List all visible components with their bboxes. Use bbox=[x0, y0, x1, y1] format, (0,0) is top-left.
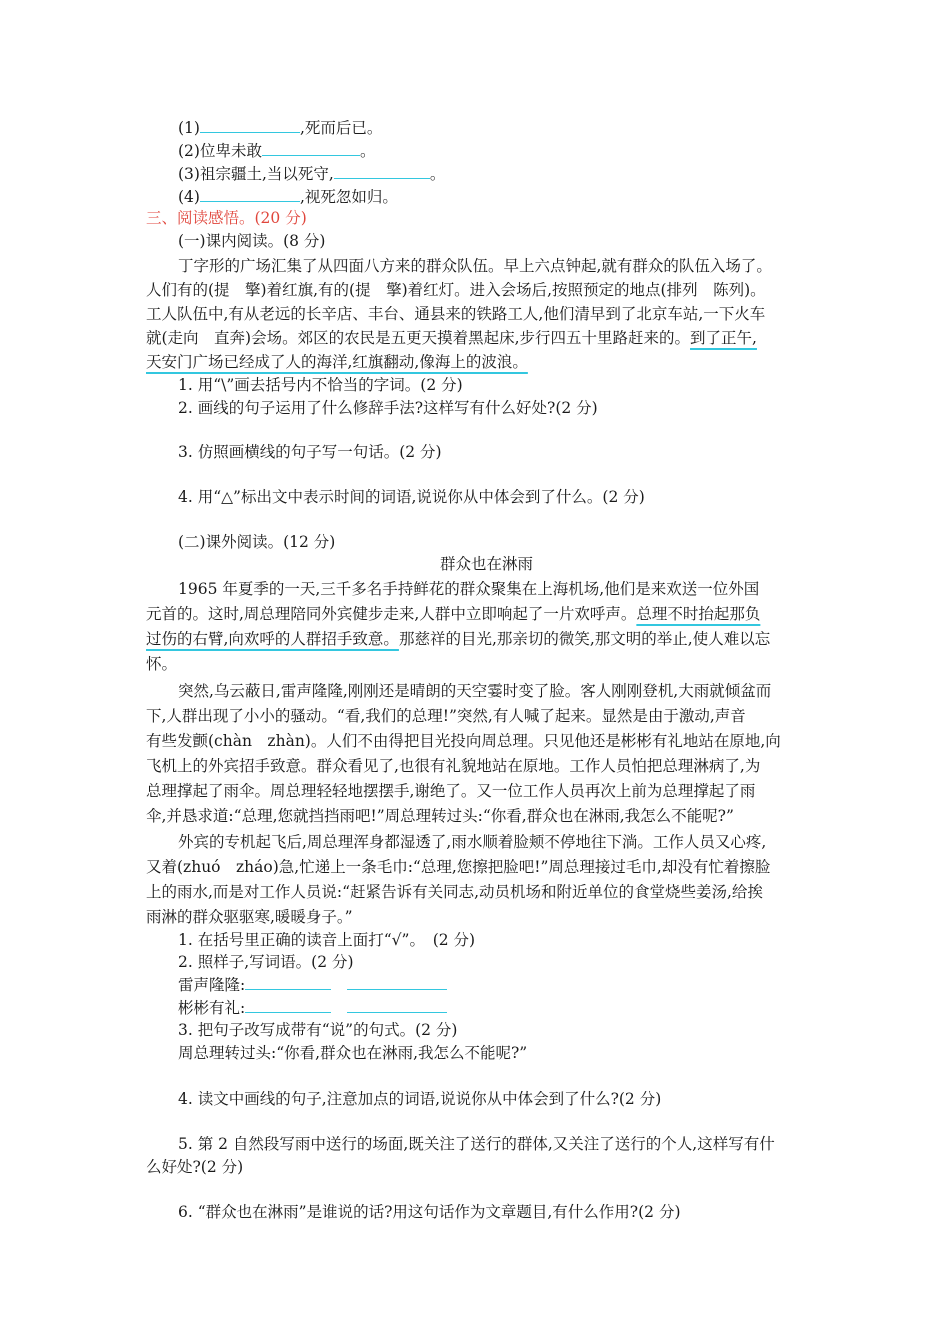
part2-question-2: 2. 照样子,写词语。(2 分) bbox=[178, 953, 354, 971]
fill-in-line-2 bbox=[178, 140, 375, 162]
part1-para-line: 人们有的(提 擎)着红旗,有的(提 擎)着红灯。进入会场后,按照预定的地点(排列 陈列)。 bbox=[146, 281, 766, 299]
para-text: 元首的。这时,周总理陪同外宾健步走来,人群中立即响起了一片欢呼声。 bbox=[146, 605, 637, 623]
part2-question-1: 1. 在括号里正确的读音上面打“√”。 (2 分) bbox=[178, 931, 476, 949]
part1-question-2: 2. 画线的句子运用了什么修辞手法?这样写有什么好处?(2 分) bbox=[178, 399, 598, 417]
answer-blank[interactable] bbox=[245, 997, 331, 1013]
line-number: (1) bbox=[178, 119, 200, 137]
part1-para-line bbox=[146, 327, 757, 349]
answer-blank[interactable] bbox=[200, 186, 300, 202]
example-word: 雷声隆隆: bbox=[178, 976, 246, 994]
line-end: 。 bbox=[429, 165, 446, 183]
underlined-sentence: 天安门广场已经成了人的海洋,红旗翻动,像海上的波浪。 bbox=[146, 353, 528, 371]
part1-question-4: 4. 用“△”标出文中表示时间的词语,说说你从中体会到了什么。(2 分) bbox=[178, 488, 645, 506]
part2-para-line: 伞,并恳求道:“总理,您就挡挡雨吧!”周总理转过头:“你看,群众也在淋雨,我怎么不能呢?” bbox=[146, 807, 734, 825]
part2-para-line: 下,人群出现了小小的骚动。“看,我们的总理!”突然,有人喊了起来。显然是由于激动,声音 bbox=[146, 707, 746, 725]
part1-para-line: 丁字形的广场汇集了从四面八方来的群众队伍。早上六点钟起,就有群众的队伍入场了。 bbox=[178, 257, 772, 275]
part2-question-5: 5. 第 2 自然段写雨中送行的场面,既关注了送行的群体,又关注了送行的个人,这样写有什 bbox=[178, 1135, 775, 1153]
word-example-1 bbox=[178, 974, 447, 996]
part2-para-line: 有些发颤(chàn zhàn)。人们不由得把目光投向周总理。只见他还是彬彬有礼地站在原地,向 bbox=[146, 732, 781, 750]
part2-para-line: 突然,乌云蔽日,雷声隆隆,刚刚还是晴朗的天空霎时变了脸。客人刚刚登机,大雨就倾盆而 bbox=[178, 682, 772, 700]
line-text: ,死而后已。 bbox=[299, 119, 383, 137]
part2-para-line: 又着(zhuó zháo)急,忙递上一条毛巾:“总理,您擦把脸吧!”周总理接过毛巾,却没有忙着擦脸 bbox=[146, 858, 771, 876]
fill-in-line-1 bbox=[178, 117, 382, 139]
section-title: 三、阅读感悟。(20 分) bbox=[146, 209, 307, 227]
line-text: ,视死忽如归。 bbox=[299, 188, 398, 206]
answer-blank[interactable] bbox=[347, 997, 447, 1013]
part2-para-line bbox=[146, 628, 770, 650]
para-text: 那慈祥的目光,那亲切的微笑,那文明的举止,使人难以忘 bbox=[398, 630, 771, 648]
line-text: (3)祖宗疆土,当以死守, bbox=[178, 165, 334, 183]
part1-question-1: 1. 用“\”画去括号内不恰当的字词。(2 分) bbox=[178, 376, 463, 394]
line-number: (4) bbox=[178, 188, 200, 206]
part2-question-6: 6. “群众也在淋雨”是谁说的话?用这句话作为文章题目,有什么作用?(2 分) bbox=[178, 1203, 681, 1221]
answer-blank[interactable] bbox=[245, 974, 331, 990]
answer-blank[interactable] bbox=[200, 117, 300, 133]
line-end: 。 bbox=[359, 142, 376, 160]
answer-blank[interactable] bbox=[262, 140, 360, 156]
part2-para-line: 上的雨水,而是对工作人员说:“赶紧告诉有关同志,动员机场和附近单位的食堂烧些姜汤,给挨 bbox=[146, 883, 763, 901]
answer-blank[interactable] bbox=[334, 163, 430, 179]
part2-para-line: 雨淋的群众驱驱寒,暖暖身子。” bbox=[146, 908, 353, 926]
fill-in-line-4 bbox=[178, 186, 398, 208]
underlined-sentence: 过伤的右臂,向欢呼的人群招手致意。 bbox=[146, 630, 399, 648]
part2-para-line: 飞机上的外宾招手致意。群众看见了,也很有礼貌地站在原地。工作人员怕把总理淋病了,为 bbox=[146, 757, 761, 775]
passage-title: 群众也在淋雨 bbox=[440, 555, 534, 573]
question-3-sentence: 周总理转过头:“你看,群众也在淋雨,我怎么不能呢?” bbox=[178, 1044, 528, 1062]
para-text: 就(走向 直奔)会场。郊区的农民是五更天摸着黑起床,步行四五十里路赶来的。 bbox=[146, 329, 691, 347]
fill-in-line-3 bbox=[178, 163, 445, 185]
part1-para-line bbox=[146, 351, 528, 373]
part1-question-3: 3. 仿照画横线的句子写一句话。(2 分) bbox=[178, 443, 442, 461]
answer-blank[interactable] bbox=[347, 974, 447, 990]
underlined-sentence: 到了正午, bbox=[690, 329, 757, 347]
part2-para-line: 怀。 bbox=[146, 655, 178, 673]
part2-question-5-cont: 么好处?(2 分) bbox=[146, 1158, 244, 1176]
part2-para-line: 外宾的专机起飞后,周总理浑身都湿透了,雨水顺着脸颊不停地往下淌。工作人员又心疼, bbox=[178, 833, 767, 851]
part2-para-line bbox=[146, 603, 760, 625]
part2-heading: (二)课外阅读。(12 分) bbox=[178, 533, 336, 551]
part2-para-line: 1965 年夏季的一天,三千多名手持鲜花的群众聚集在上海机场,他们是来欢送一位外国 bbox=[178, 580, 760, 598]
part2-question-3: 3. 把句子改写成带有“说”的句式。(2 分) bbox=[178, 1021, 458, 1039]
part1-para-line: 工人队伍中,有从老远的长辛店、丰台、通县来的铁路工人,他们清早到了北京车站,一下火车 bbox=[146, 305, 766, 323]
underlined-sentence: 总理不时抬起那负 bbox=[636, 605, 761, 623]
word-example-2 bbox=[178, 997, 447, 1019]
part1-heading: (一)课内阅读。(8 分) bbox=[178, 232, 326, 250]
part2-question-4: 4. 读文中画线的句子,注意加点的词语,说说你从中体会到了什么?(2 分) bbox=[178, 1090, 662, 1108]
example-word: 彬彬有礼: bbox=[178, 999, 246, 1017]
line-text: (2)位卑未敢 bbox=[178, 142, 262, 160]
part2-para-line: 总理撑起了雨伞。周总理轻轻地摆摆手,谢绝了。又一位工作人员再次上前为总理撑起了雨 bbox=[146, 782, 756, 800]
